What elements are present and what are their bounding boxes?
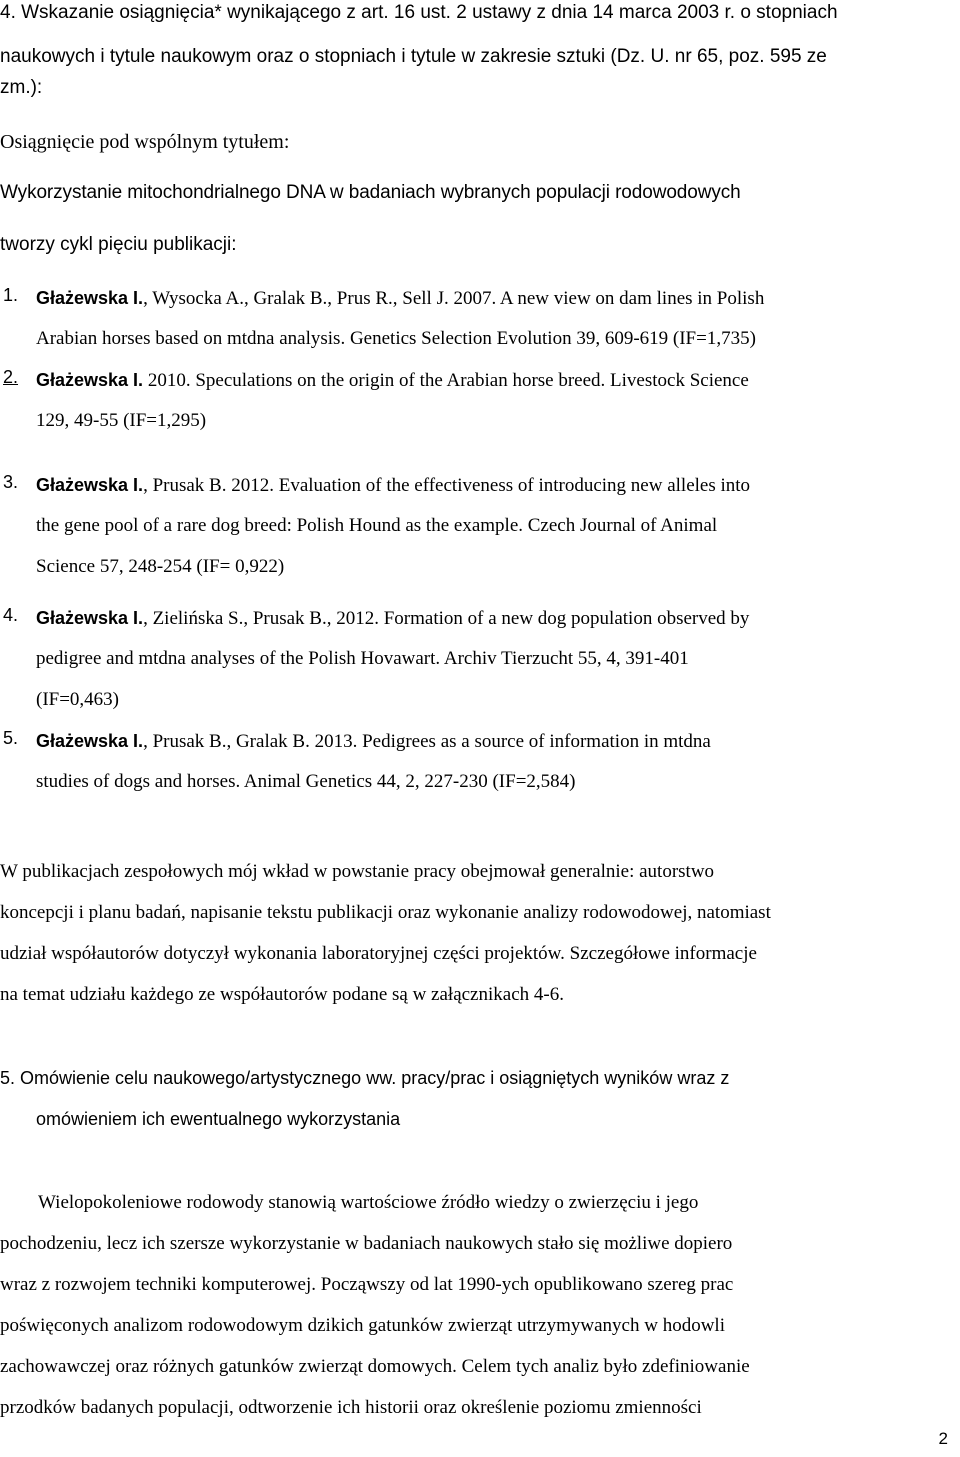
- paragraph-line: wraz z rozwojem techniki komputerowej. Począwszy od lat 1990-ych opublikowano szereg prac: [0, 1274, 734, 1295]
- paragraph-line: udział współautorów dotyczył wykonania laboratoryjnej części projektów. Szczegółowe informacje: [0, 943, 757, 964]
- body-paragraph: [0, 1190, 955, 1436]
- paragraph-line: poświęconych analizom rodowodowym dzikich gatunków zwierząt utrzymywanych w hodowli: [0, 1315, 725, 1336]
- publication-text: , Wysocka A., Gralak B., Prus R., Sell J. 2007. A new view on dam lines in Polish: [143, 288, 765, 309]
- publication-author: Głażewska I.: [36, 288, 144, 308]
- publication-text: , Prusak B. 2012. Evaluation of the effectiveness of introducing new alleles into: [143, 475, 751, 496]
- section-5-heading: [0, 1065, 955, 1147]
- intro-line-1: 4. Wskazanie osiągnięcia* wynikającego z art. 16 ust. 2 ustawy z dnia 14 marca 2003 r. o stopniach: [0, 2, 838, 23]
- publication-author: Głażewska I.: [36, 370, 144, 390]
- publication-text: , Zielińska S., Prusak B., 2012. Formation of a new dog population observed by: [143, 608, 750, 629]
- publication-number: 4.: [3, 605, 19, 625]
- section-heading-line: 5. Omówienie celu naukowego/artystycznego ww. pracy/prac i osiągniętych wyników wraz z: [0, 1068, 730, 1088]
- intro-line-3: zm.):: [0, 77, 43, 98]
- paragraph-line: koncepcji i planu badań, napisanie tekstu publikacji oraz wykonanie analizy rodowodowej, natomiast: [0, 902, 771, 923]
- contribution-paragraph: [0, 859, 955, 1023]
- publication-text: 2010. Speculations on the origin of the Arabian horse breed. Livestock Science: [143, 370, 749, 391]
- publication-text: Arabian horses based on mtdna analysis. Genetics Selection Evolution 39, 609-619 (IF=1,735): [36, 328, 756, 349]
- publication-text: Science 57, 248-254 (IF= 0,922): [36, 556, 285, 577]
- publication-author: Głażewska I.: [36, 608, 144, 628]
- publication-text: , Prusak B., Gralak B. 2013. Pedigrees as a source of information in mtdna: [143, 731, 711, 752]
- publication-cycle-label: tworzy cykl pięciu publikacji:: [0, 234, 237, 255]
- paragraph-line: na temat udziału każdego ze współautorów podane są w załącznikach 4-6.: [0, 984, 564, 1005]
- publication-text: studies of dogs and horses. Animal Genetics 44, 2, 227-230 (IF=2,584): [36, 771, 576, 792]
- publication-number: 5.: [3, 728, 19, 748]
- intro-line-2: naukowych i tytule naukowym oraz o stopniach i tytule w zakresie sztuki (Dz. U. nr 65, poz. 595 ze: [0, 46, 827, 67]
- publication-text: 129, 49-55 (IF=1,295): [36, 410, 207, 431]
- achievement-title: Wykorzystanie mitochondrialnego DNA w badaniach wybranych populacji rodowodowych: [0, 182, 741, 203]
- publication-text: the gene pool of a rare dog breed: Polish Hound as the example. Czech Journal of Animal: [36, 515, 718, 536]
- publication-number: 3.: [3, 472, 19, 492]
- paragraph-line: pochodzeniu, lecz ich szersze wykorzystanie w badaniach naukowych stało się możliwe dopiero: [0, 1233, 733, 1254]
- publication-text: (IF=0,463): [36, 689, 120, 710]
- publication-author: Głażewska I.: [36, 731, 144, 751]
- publication-text: pedigree and mtdna analyses of the Polish Hovawart. Archiv Tierzucht 55, 4, 391-401: [36, 648, 689, 669]
- paragraph-line: Wielopokoleniowe rodowody stanowią wartościowe źródło wiedzy o zwierzęciu i jego: [38, 1192, 699, 1213]
- achievement-heading: Osiągnięcie pod wspólnym tytułem:: [0, 131, 290, 153]
- paragraph-line: przodków badanych populacji, odtworzenie ich historii oraz określenie poziomu zmienności: [0, 1397, 702, 1418]
- paragraph-line: W publikacjach zespołowych mój wkład w powstanie pracy obejmował generalnie: autorstwo: [0, 861, 715, 882]
- publication-author: Głażewska I.: [36, 475, 144, 495]
- paragraph-line: zachowawczej oraz różnych gatunków zwierząt domowych. Celem tych analiz było zdefiniowanie: [0, 1356, 750, 1377]
- section-heading-line: omówieniem ich ewentualnego wykorzystania: [36, 1109, 401, 1129]
- publication-number: 2.: [3, 367, 19, 387]
- publication-number: 1.: [3, 285, 19, 305]
- page-number: 2: [938, 1429, 948, 1448]
